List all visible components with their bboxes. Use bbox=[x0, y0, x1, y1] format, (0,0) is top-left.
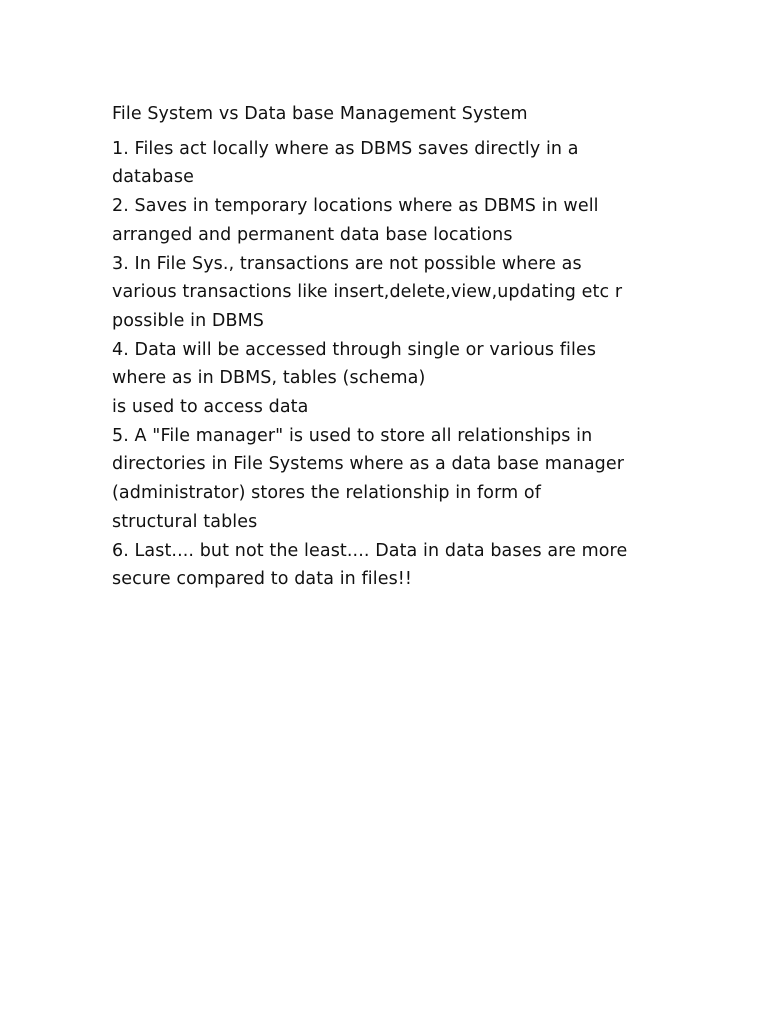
text-line-13: (administrator) stores the relationship in form of bbox=[112, 483, 541, 504]
text-line-11: 5. A "File manager" is used to store all relationships in bbox=[112, 425, 593, 446]
text-line-6: various transactions like insert,delete,view,updating etc r bbox=[112, 282, 623, 303]
text-line-4: arranged and permanent data base locations bbox=[112, 224, 513, 245]
text-line-15: 6. Last.... but not the least.... Data in data bases are more bbox=[112, 540, 628, 561]
text-line-7: possible in DBMS bbox=[112, 310, 265, 331]
text-line-2: database bbox=[112, 167, 194, 188]
text-line-9: where as in DBMS, tables (schema) bbox=[112, 368, 426, 389]
document-body bbox=[112, 100, 672, 594]
text-line-14: structural tables bbox=[112, 511, 258, 532]
text-line-5: 3. In File Sys., transactions are not possible where as bbox=[112, 253, 582, 274]
text-line-1: 1. Files act locally where as DBMS saves directly in a bbox=[112, 138, 579, 159]
text-line-12: directories in File Systems where as a data base manager bbox=[112, 454, 625, 475]
text-line-8: 4. Data will be accessed through single or various files bbox=[112, 339, 597, 360]
text-line-3: 2. Saves in temporary locations where as DBMS in well bbox=[112, 196, 599, 217]
text-line-16: secure compared to data in files!! bbox=[112, 569, 413, 590]
document-title: File System vs Data base Management System bbox=[112, 104, 528, 124]
text-line-10: is used to access data bbox=[112, 397, 309, 418]
